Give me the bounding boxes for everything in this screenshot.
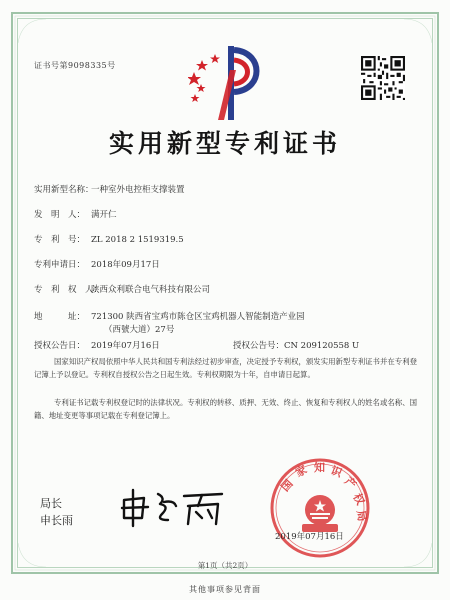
svg-text:局: 局 xyxy=(354,509,369,523)
field-patentee xyxy=(34,283,210,295)
field-announcement-number xyxy=(233,339,359,351)
field-label: 专 利 权 人： xyxy=(34,285,103,295)
field-value: 721300 陕西省宝鸡市陈仓区宝鸡机器人智能制造产业园 xyxy=(91,312,305,322)
field-value: CN 209120558 U xyxy=(284,341,360,351)
field-address xyxy=(34,310,305,322)
official-seal-icon xyxy=(268,456,372,560)
statement-paragraph: 国家知识产权局依照中华人民共和国专利法经过初步审查，决定授予专利权，颁发实用新型专利证书并在专利登记簿上予以登记。专利权自授权公告之日起生效。专利权期限为十年，自申请日起算。 xyxy=(34,357,417,379)
field-patent-number xyxy=(34,233,184,245)
field-label: 实用新型名称： xyxy=(34,185,94,195)
certificate-number: 证书号第9098335号 xyxy=(34,61,116,70)
director-name: 申长雨 xyxy=(40,514,73,527)
svg-text:权: 权 xyxy=(350,491,367,508)
field-label: 专 利 号： xyxy=(34,235,86,245)
field-label: 专利申请日： xyxy=(34,260,86,270)
cnipa-logo-icon xyxy=(188,42,266,124)
svg-text:家: 家 xyxy=(293,463,310,480)
seal-date: 2019年07月16日 xyxy=(275,532,344,542)
field-value: 满开仁 xyxy=(91,210,117,220)
director-title: 局长 xyxy=(40,497,62,510)
field-label: 发 明 人： xyxy=(34,210,86,220)
field-value: ZL 2018 2 1519319.5 xyxy=(91,235,184,245)
field-label: 地 址： xyxy=(34,312,86,322)
certificate-title: 实用新型专利证书 xyxy=(108,129,341,158)
page-number: 第1页（共2页） xyxy=(197,561,253,570)
field-utility-model-name xyxy=(34,183,185,195)
field-label: 授权公告号： xyxy=(233,341,285,351)
field-value: 2018年09月17日 xyxy=(91,260,160,270)
svg-text:知: 知 xyxy=(314,461,325,474)
field-grant-date xyxy=(34,339,160,351)
qr-code-icon xyxy=(361,56,405,100)
field-label: 授权公告日： xyxy=(34,341,86,351)
svg-text:识: 识 xyxy=(328,463,344,480)
svg-text:产: 产 xyxy=(341,474,359,492)
field-value: 一种室外电控柜支撑装置 xyxy=(91,185,185,195)
field-address-line2: （西號大道）27号 xyxy=(104,325,175,335)
field-application-date xyxy=(34,258,160,270)
field-value: 陕西众利联合电气科技有限公司 xyxy=(91,285,211,295)
footer-note: 其他事项参见背面 xyxy=(189,585,261,594)
field-inventor xyxy=(34,208,117,220)
svg-text:国: 国 xyxy=(278,477,296,495)
field-value: 2019年07月16日 xyxy=(91,341,160,351)
statement-paragraph: 专利证书记载专利权登记时的法律状况。专利权的转移、质押、无效、终止、恢复和专利权人的姓名或名称、国籍、地址变更等事项记载在专利登记簿上。 xyxy=(34,398,417,420)
handwritten-signature-icon xyxy=(118,486,228,528)
